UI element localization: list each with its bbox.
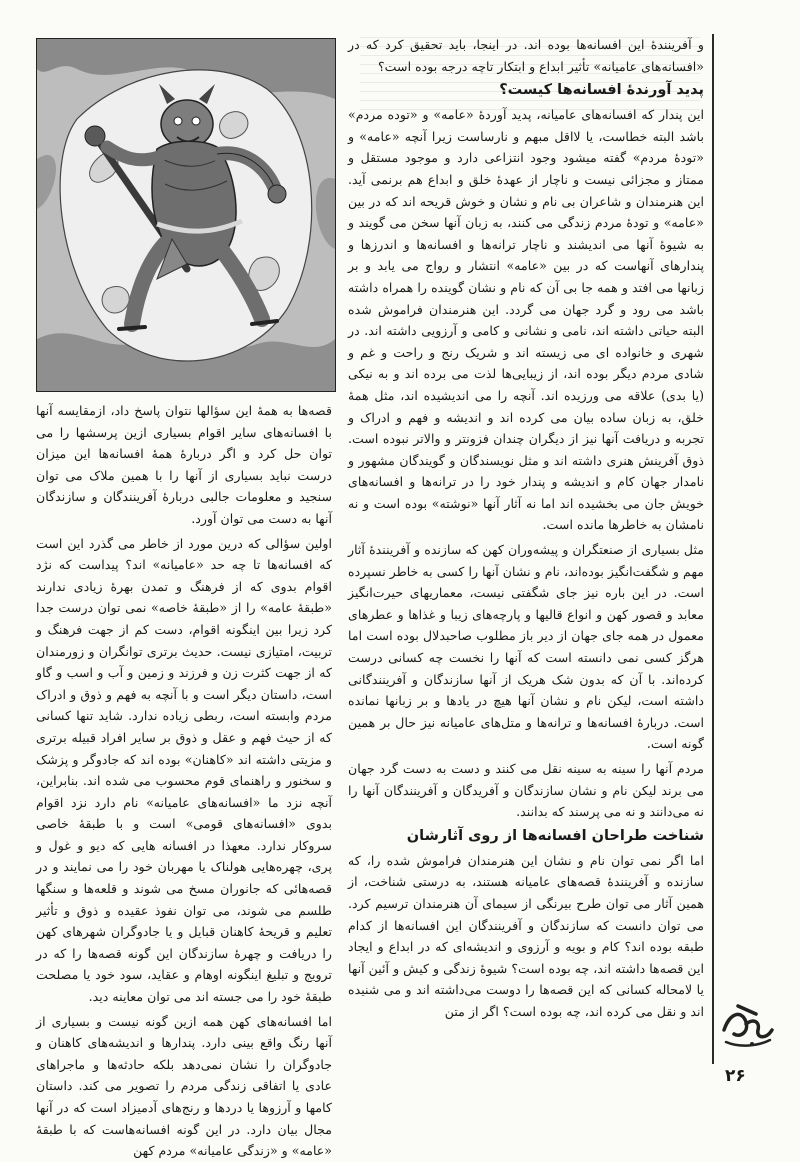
section-heading: پدید آورندهٔ افسانه‌ها کیست؟ xyxy=(499,82,704,99)
paragraph: و آفرینندهٔ این افسانه‌ها بوده اند. در اینجا، باید تحقیق کرد که در «افسانه‌های عامیانه» تأثیر ابداع و ابتکار تاچه درجه بوده است؟ xyxy=(348,37,704,74)
margin-rule xyxy=(712,34,714,1064)
paragraph: اولین سؤالی که درین مورد از خاطر می گذرد این است که افسانه‌ها تا چه حد «عامیانه» اند؟ پیداست که نژد اقوام بدوی که از فرهنگ و تمدن بهرهٔ زیادی ندارند «طبقهٔ عامه» را از «طبقهٔ خاصه» نمی توان درست جدا کرد زیرا بین اینگونه اقوام، دست کم از جهت فرهنگ و تربیت، امتیازی نیست. حدیث برتری توانگران و زورمندان که از جهت کثرت زن و فرزند و زمین و آب و اسب و گاو است، داستان دیگر است و با آنچه به فهم و ذوق و ادراک مردم وابسته است، ربطی زیاده ندارد. شاید تنها کسانی که از حیث فهم و عقل و ذوق بر سایر افراد قبیله برتری و مزیتی داشته اند «کاهنان» بوده اند که جادوگر و پزشک و سخنور و راهنمای قوم محسوب می شده اند. بنابراین، آنچه نزد ما «افسانه‌های عامیانه» نام دارد نزد اقوام بدوی «افسانه‌های قومی» است و با طبقهٔ خاصی سروکار ندارد. معهذا در افسانه هایی که دیو و غول و پری، چهره‌هایی هولناک یا مهربان خود را می نمایند و در قصه‌هائی که جانوران مسخ می شوند و قلعه‌ها و سنگها طلسم می شوند، می توان نفوذ عقیده و ذوق و تأثیر تعلیم و قریحهٔ کاهنان قبایل و یا جادوگران شهرهای کهن را دریافت و چهرهٔ سازندگان این گونه قصه‌ها را که در ترویج و تبلیغ اینگونه اوهام و عقاید، سود خود یا مصلحت طبقهٔ خود را می جسته اند می توان معاینه دید. xyxy=(36,535,332,1005)
paragraph: قصه‌ها به همهٔ این سؤالها نتوان پاسخ داد، ازمقایسه آنها با افسانه‌های سایر اقوام بسیاری ازین پرسشها را می توان حل کرد و اگر دربارهٔ همهٔ افسانه‌ها این میزان درست نباید بسیاری از آنها را با همین ملاک می توان سنجید و معلومات جالبی دربارهٔ آفرینندگان و سازندگان آنها به دست می توان آورد. xyxy=(36,403,332,526)
paragraph: اما افسانه‌های کهن همه ازین گونه نیست و بسیاری از آنها رنگ واقع بینی دارد. پندارها و اندیشه‌های کاهنان و جادوگران را نشان نمی‌دهد بلکه حادثه‌ها و ماجراهای عادی یا اتفاقی زندگی مردم را تصویر می کند. داستان کامها و آرزوها یا دردها و رنج‌های آدمیزاد است که در آنها مجال بیان دارد. در این گونه افسانه‌هاست که با طبقهٔ «عامه» و «زندگی عامیانه» مردم کهن xyxy=(36,1013,332,1159)
right-text-column xyxy=(348,34,704,1058)
illustration-svg xyxy=(37,39,335,391)
paragraph: مثل بسیاری از صنعتگران و پیشه‌وران کهن که سازنده و آفرینندهٔ آثار مهم و شگفت‌انگیز بوده‌اند، نام و نشان آنها را کسی به خاطر نسپرده است. در این باره نیز جای شگفتی نیست، معماریهای حیرت‌انگیز معابد و قصور کهن و انواع قالیها و پارچه‌های زیبا و غذاها و عطرهای معمول در همه جای جهان از دیر باز مطلوب صاحبدلال بوده است اما هرگز کسی نمی دانسته است که آنها را نخست چه کسانی درست کرده‌اند. با آن که بدون شک هریک از آنها سازندگان و آفرینندگانی داشته است، لیکن نام و نشان آنها هیچ در یادها و بر زبانها نمانده است. دربارهٔ افسانه‌ها و ترانه‌ها و متل‌های عامیانه نیز حال بر همین گونه است. xyxy=(348,542,704,752)
paragraph: این پندار که افسانه‌های عامیانه، پدید آوردهٔ «عامه» و «توده مردم» باشد البته خطاست، یا لااقل مبهم و نارساست زیرا آنچه «عامه» و «تودهٔ مردم» گفته میشود وجود انتزاعی دارد و موجود مستقل و ممتاز و مجزائی نیست و ناچار از عهدهٔ خلق و ابداع هم برنمی آید. این هنرمندان و شاعران بی نام و نشان و خوش قریحه اند که در بین «عامه» و تودهٔ مردم زندگی می کنند، به زبان آنها سخن می گویند و به شیوهٔ آنها می اندیشند و ناچار ترانه‌ها و افسانه‌ها و اندرزها و پندارهای آنهاست که در بین «عامه» انتشار و رواج می یابد و بر زبانها می افتد و همه جا بی آن که نام و نشان گوینده را همراه داشته باشد می رود و گرد جهان می گردد. این هنرمندان فراموش شده البته حیاتی داشته اند، نامی و نشانی و کامی و آرزویی داشته اند. در شهری و خانواده ای می زیسته اند و شریک رنج و راحت و غم و شادی مردم دیگر بوده اند، از زیبایی‌ها لذت می برده اند و به نیکی (یا بدی) علاقه می ورزیده اند. آنچه را می اندیشیده اند، مثل همهٔ خلق، به زبان ساده بیان می کرده اند و اندیشه و فهم و ادراک و تجربه و دریافت آنها نیز از دیگران چندان فزونتر و والاتر نبوده است. ذوق آفرینش هنری داشته اند و مثل نویسندگان و گویندگان مشهور و نامدار جهان کام و اندیشه و پندار خود را در ترانه‌ها و افسانه‌های خویش جان می بخشیده اند اما نه آثار آنها «نوشته» بوده است و نه نامشان به خاطرها مانده است. xyxy=(348,107,704,533)
paragraph: اما اگر نمی توان نام و نشان این هنرمندان فراموش شده را، که سازنده و آفرینندهٔ قصه‌های عامیانه هستند، به درستی شناخت، از همین آثار می توان طرح بیرنگی از سیمای آن هنرمندان ترسیم کرد. می توان دانست که سازندگان و آفرینندگان این افسانه‌ها از کدام طبقه بوده اند؟ کام و بویه و آرزوی و اندیشه‌ای که در ابداع و ایجاد این قصه‌ها داشته اند، چه بوده است؟ شیوهٔ زندگی و کیش و آئین آنها یا لامحاله کسانی که این قصه‌ها را دوست می‌داشته اند و می شنیده اند و نقل می کرده اند، چه بوده است؟ اگر از متن xyxy=(348,852,704,1019)
section-heading: شناخت طراحان افسانه‌ها از روی آثارشان xyxy=(406,827,704,844)
paragraph: مردم آنها را سینه به سینه نقل می کنند و دست به دست گرد جهان می برند لیکن نام و نشان سازندگان و آفریدگان و آفرینندگان آنها را نه می‌دانند و نه می پرسند که بدانند. xyxy=(348,761,704,820)
illustration-demon-with-club xyxy=(36,38,336,392)
page-number: ۲۶ xyxy=(725,1066,746,1086)
calligraphy-logo-icon xyxy=(716,1000,778,1050)
left-text-column xyxy=(36,400,332,1159)
magazine-logo xyxy=(716,1000,778,1050)
